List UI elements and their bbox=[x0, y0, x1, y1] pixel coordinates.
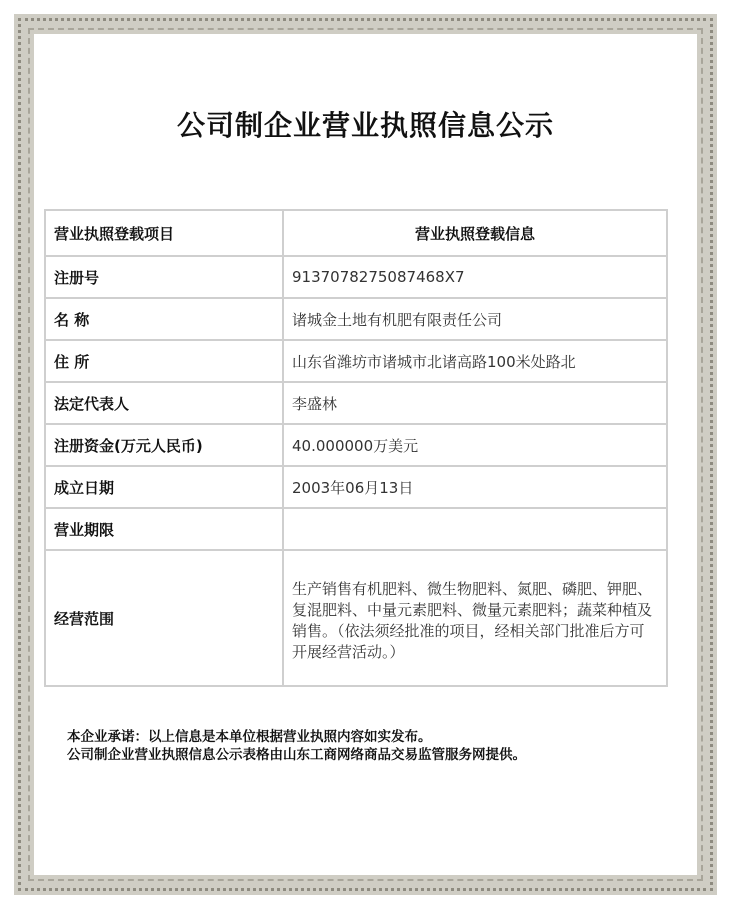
table-row bbox=[45, 424, 667, 466]
page-title: 公司制企业营业执照信息公示 bbox=[176, 109, 554, 142]
table-row bbox=[45, 508, 667, 550]
legal-representative-value: 李盛林 bbox=[283, 382, 667, 424]
table-row bbox=[45, 466, 667, 508]
row-label-business-term: 营业期限 bbox=[45, 508, 283, 550]
row-label-address: 住 所 bbox=[45, 340, 283, 382]
row-label-name: 名 称 bbox=[45, 298, 283, 340]
row-label-registered-capital: 注册资金(万元人民币) bbox=[45, 424, 283, 466]
notice-provider: 公司制企业营业执照信息公示表格由山东工商网络商品交易监管服务网提供。 bbox=[67, 747, 526, 763]
notice-commitment: 本企业承诺：以上信息是本单位根据营业执照内容如实发布。 bbox=[67, 729, 432, 745]
header-info-label: 营业执照登载信息 bbox=[283, 210, 667, 256]
row-label-established-date: 成立日期 bbox=[45, 466, 283, 508]
registration-number-value: 9137078275087468X7 bbox=[283, 256, 667, 298]
company-name-value: 诸城金土地有机肥有限责任公司 bbox=[283, 298, 667, 340]
row-label-legal-representative: 法定代表人 bbox=[45, 382, 283, 424]
table-row bbox=[45, 298, 667, 340]
table-row bbox=[45, 382, 667, 424]
business-term-value bbox=[283, 508, 667, 550]
established-date-value: 2003年06月13日 bbox=[283, 466, 667, 508]
row-label-registration-number: 注册号 bbox=[45, 256, 283, 298]
business-scope-value: 生产销售有机肥料、微生物肥料、氮肥、磷肥、钾肥、复混肥料、中量元素肥料、微量元素肥料；蔬菜种植及销售。（依法须经批准的项目，经相关部门批准后方可开展经营活动。） bbox=[283, 550, 667, 686]
notice bbox=[67, 728, 526, 764]
table-row bbox=[45, 550, 667, 686]
row-label-business-scope: 经营范围 bbox=[45, 550, 283, 686]
header-item-label: 营业执照登载项目 bbox=[45, 210, 283, 256]
table-header-row bbox=[45, 210, 667, 256]
table-row bbox=[45, 256, 667, 298]
address-value: 山东省潍坊市诸城市北诸高路100米处路北 bbox=[283, 340, 667, 382]
license-info-table bbox=[44, 209, 668, 687]
registered-capital-value: 40.000000万美元 bbox=[283, 424, 667, 466]
table-row bbox=[45, 340, 667, 382]
